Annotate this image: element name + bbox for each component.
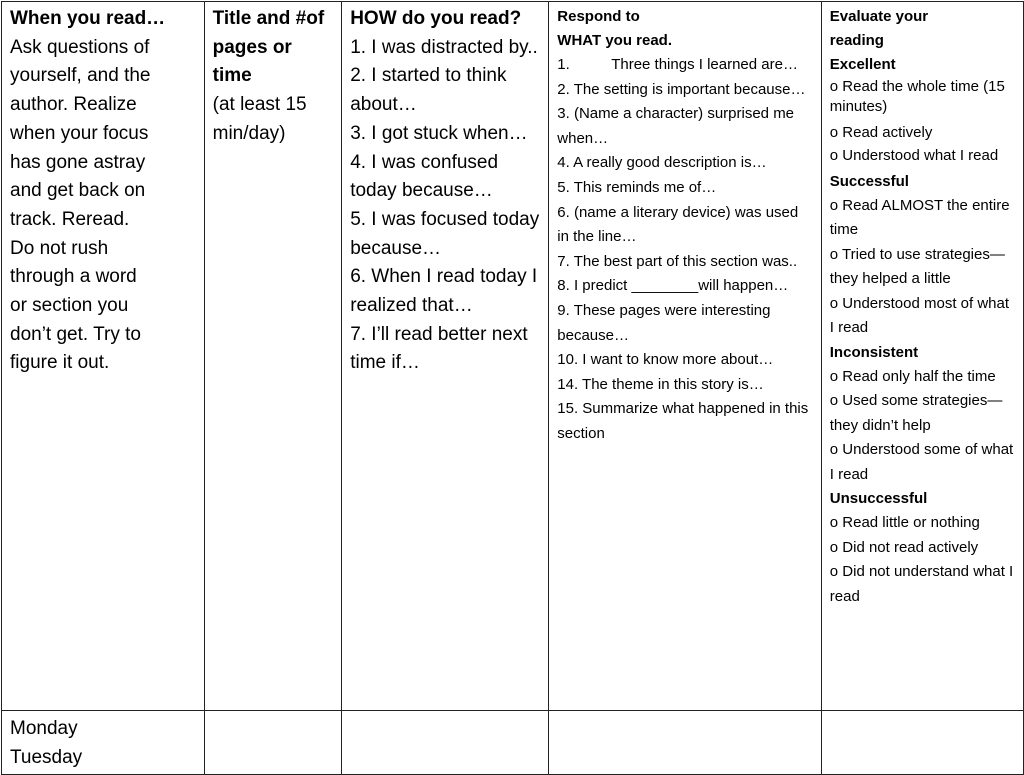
respond-prompt: 2. The setting is important because… — [557, 80, 806, 98]
respond-prompts-list — [557, 53, 812, 447]
respond-cell — [549, 2, 821, 711]
respond-header — [557, 5, 812, 53]
criterion: o Understood some of what I read — [829, 441, 1014, 483]
how-prompt: 1. I was distracted by.. — [350, 36, 538, 58]
instructions-row — [2, 2, 1024, 711]
title-pages-note: (at least 15 min/day) — [212, 94, 307, 144]
reading-log-table — [1, 1, 1024, 775]
rating-unsuccessful: Unsuccessful — [829, 490, 928, 507]
respond-prompt: 3. (Name a character) surprised me when… — [557, 105, 795, 147]
criterion: o Tried to use strategies—they helped a little — [829, 245, 1005, 287]
day-label: Tuesday — [10, 747, 83, 768]
log-entry-row — [2, 711, 1024, 775]
when-you-read-header: When you read… — [10, 8, 166, 29]
when-you-read-text: Ask questions of yourself, and the author. Realize when your focus has gone astray and get back on track. Reread. Do not rush through a word or section you don’t get. Try to figure it out. — [10, 36, 151, 374]
criterion: o Read little or nothing — [829, 514, 980, 531]
respond-prompt: 6. (name a literary device) was used in the line… — [557, 203, 799, 246]
criterion: o Read actively — [829, 124, 933, 141]
respond-prompt: 7. The best part of this section was.. — [557, 252, 798, 270]
criterion: o Understood most of what I read — [829, 294, 1010, 336]
respond-header-line1: Respond to — [557, 8, 640, 25]
successful-criteria — [830, 194, 1015, 341]
respond-header-line2: WHAT you read. — [557, 32, 673, 49]
rating-successful: Successful — [829, 172, 909, 190]
rating-excellent: Excellent — [829, 56, 896, 73]
criterion: o Read only half the time — [829, 367, 996, 385]
entry-title-cell[interactable] — [204, 711, 342, 775]
respond-prompt: 4. A really good description is… — [557, 154, 767, 172]
evaluate-header — [830, 5, 1015, 53]
respond-prompt: 5. This reminds me of… — [557, 178, 717, 196]
evaluate-header-line1: Evaluate your — [829, 8, 929, 25]
how-prompts-list — [350, 34, 540, 378]
entry-respond-cell[interactable] — [549, 711, 821, 775]
how-prompt: 7. I’ll read better next time if… — [350, 323, 528, 374]
title-pages-cell — [204, 2, 342, 711]
evaluate-header-line2: reading — [829, 32, 884, 49]
respond-prompt: 9. These pages were interesting because… — [557, 301, 771, 344]
inconsistent-criteria — [830, 365, 1015, 488]
how-prompt: 4. I was confused today because… — [350, 151, 499, 202]
day-label: Monday — [10, 718, 78, 739]
how-prompt: 2. I started to think about… — [350, 65, 507, 116]
entry-evaluate-cell[interactable] — [821, 711, 1023, 775]
how-prompt: 3. I got stuck when… — [350, 122, 528, 144]
respond-prompt: 10. I want to know more about… — [557, 351, 774, 369]
evaluate-cell — [821, 2, 1023, 711]
criterion: o Understood what I read — [829, 146, 999, 164]
criterion: o Used some strategies—they didn’t help — [829, 392, 1003, 434]
unsuccessful-criteria — [830, 511, 1015, 609]
how-prompt: 6. When I read today I realized that… — [350, 266, 538, 317]
title-pages-header: Title and #of pages or time — [212, 8, 325, 87]
how-do-you-read-cell — [342, 2, 549, 711]
rating-inconsistent: Inconsistent — [829, 343, 919, 361]
respond-prompt: 14. The theme in this story is… — [557, 375, 764, 393]
respond-prompt: 8. I predict ________will happen… — [557, 277, 789, 295]
criterion: o Read the whole time (15 minutes) — [829, 78, 1005, 115]
respond-prompt: 15. Summarize what happened in this section — [557, 400, 809, 442]
days-cell — [2, 711, 205, 775]
entry-how-cell[interactable] — [342, 711, 549, 775]
criterion: o Did not read actively — [829, 538, 979, 556]
how-do-you-read-header: HOW do you read? — [350, 8, 522, 29]
respond-prompt: 1. Three things I learned are… — [557, 56, 798, 73]
criterion: o Read ALMOST the entire time — [829, 196, 1010, 238]
excellent-criteria — [830, 77, 1015, 166]
when-you-read-cell — [2, 2, 205, 711]
criterion: o Did not understand what I read — [829, 563, 1014, 605]
how-prompt: 5. I was focused today because… — [350, 208, 540, 259]
